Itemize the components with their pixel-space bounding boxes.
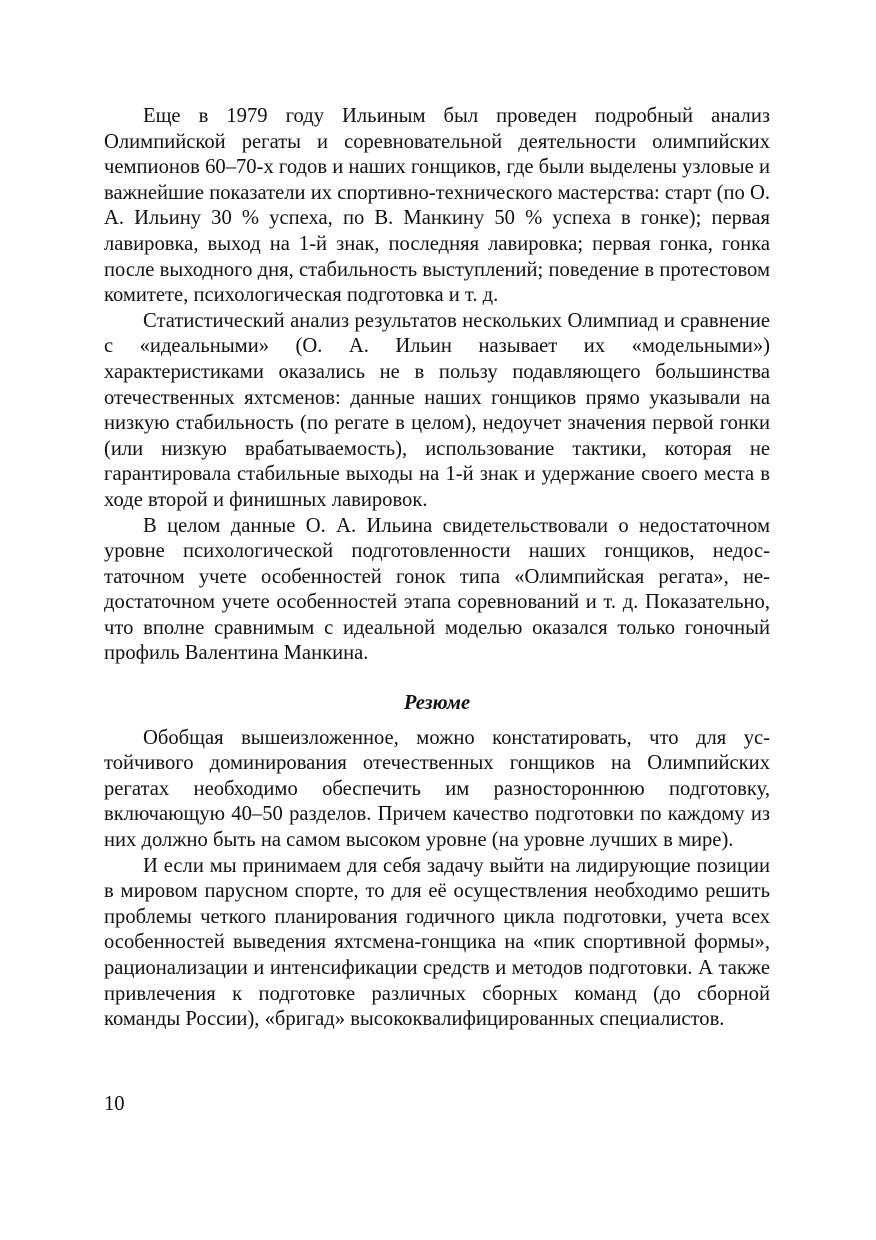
- paragraph-psychological-readiness: В целом данные О. А. Ильина свидетельствовали о недостаточном уровне психологической подготовленности наших гонщиков, недостаточном учете особенностей гонок типа «Олимпийская регата», недостаточном учете особенностей этапа соревнований и т. д. Показательно, что вполне сравнимым с идеальной моделью оказался только гоночный профиль Валентина Манкина.: [104, 514, 770, 665]
- page-number: 10: [104, 1093, 125, 1115]
- paragraph-resume-summary: Обобщая вышеизложенное, можно констатировать, что для устойчивого доминирования отечественных гонщиков на Олимпийских регатах необходимо обеспечить им разностороннюю подготовку, включающую 40–50 разделов. Причем качество подготовки по каждому из них должно быть на самом высоком уровне (на уровне лучших в мире).: [104, 726, 770, 852]
- paragraph-statistical-analysis: Статистический анализ результатов нескольких Олимпиад и сравнение с «идеальными» (О. А. Ильин называет их «модельными») характеристиками оказались не в пользу подавляющего большинства отечественных яхтсменов: данные наших гонщиков прямо указывали на низкую стабильность (по регате в целом), недоучет значения первой гонки (или низкую врабатываемость), использование тактики, которая не гарантировала стабильные выходы на 1-й знак и удержание своего места в ходе второй и финишных лавировок.: [104, 309, 770, 511]
- body-text: [104, 104, 770, 1033]
- paragraph-ilyin-analysis: Еще в 1979 году Ильиным был проведен подробный анализ Олимпийской регаты и соревновательной деятельности олимпийских чемпионов 60–70-х годов и наших гонщиков, где были выделены узловые и важнейшие показатели их спортивно-технического мастерства: старт (по О. А. Ильину 30 % успеха, по В. Манкину 50 % успеха в гонке); первая лавировка, выход на 1-й знак, последняя лавировка; первая гонка, гонка после выходного дня, стабильность выступлений; поведение в протестовом комитете, психологическая подготовка и т. д.: [104, 105, 770, 307]
- section-heading-resume: Резюме: [403, 692, 471, 715]
- paragraph-resume-goals: И если мы принимаем для себя задачу выйти на лидирующие позиции в мировом парусном спорте, то для её осуществления необходимо решить проблемы четкого планирования годичного цикла подготовки, учета всех особенностей выведения яхтсмена-гонщика на «пик спортивной формы», рационализации и интенсификации средств и методов подготовки. А также привлечения к подготовке различных сборных команд (до сборной команды России), «бригад» высококвалифицированных специалистов.: [104, 854, 770, 1031]
